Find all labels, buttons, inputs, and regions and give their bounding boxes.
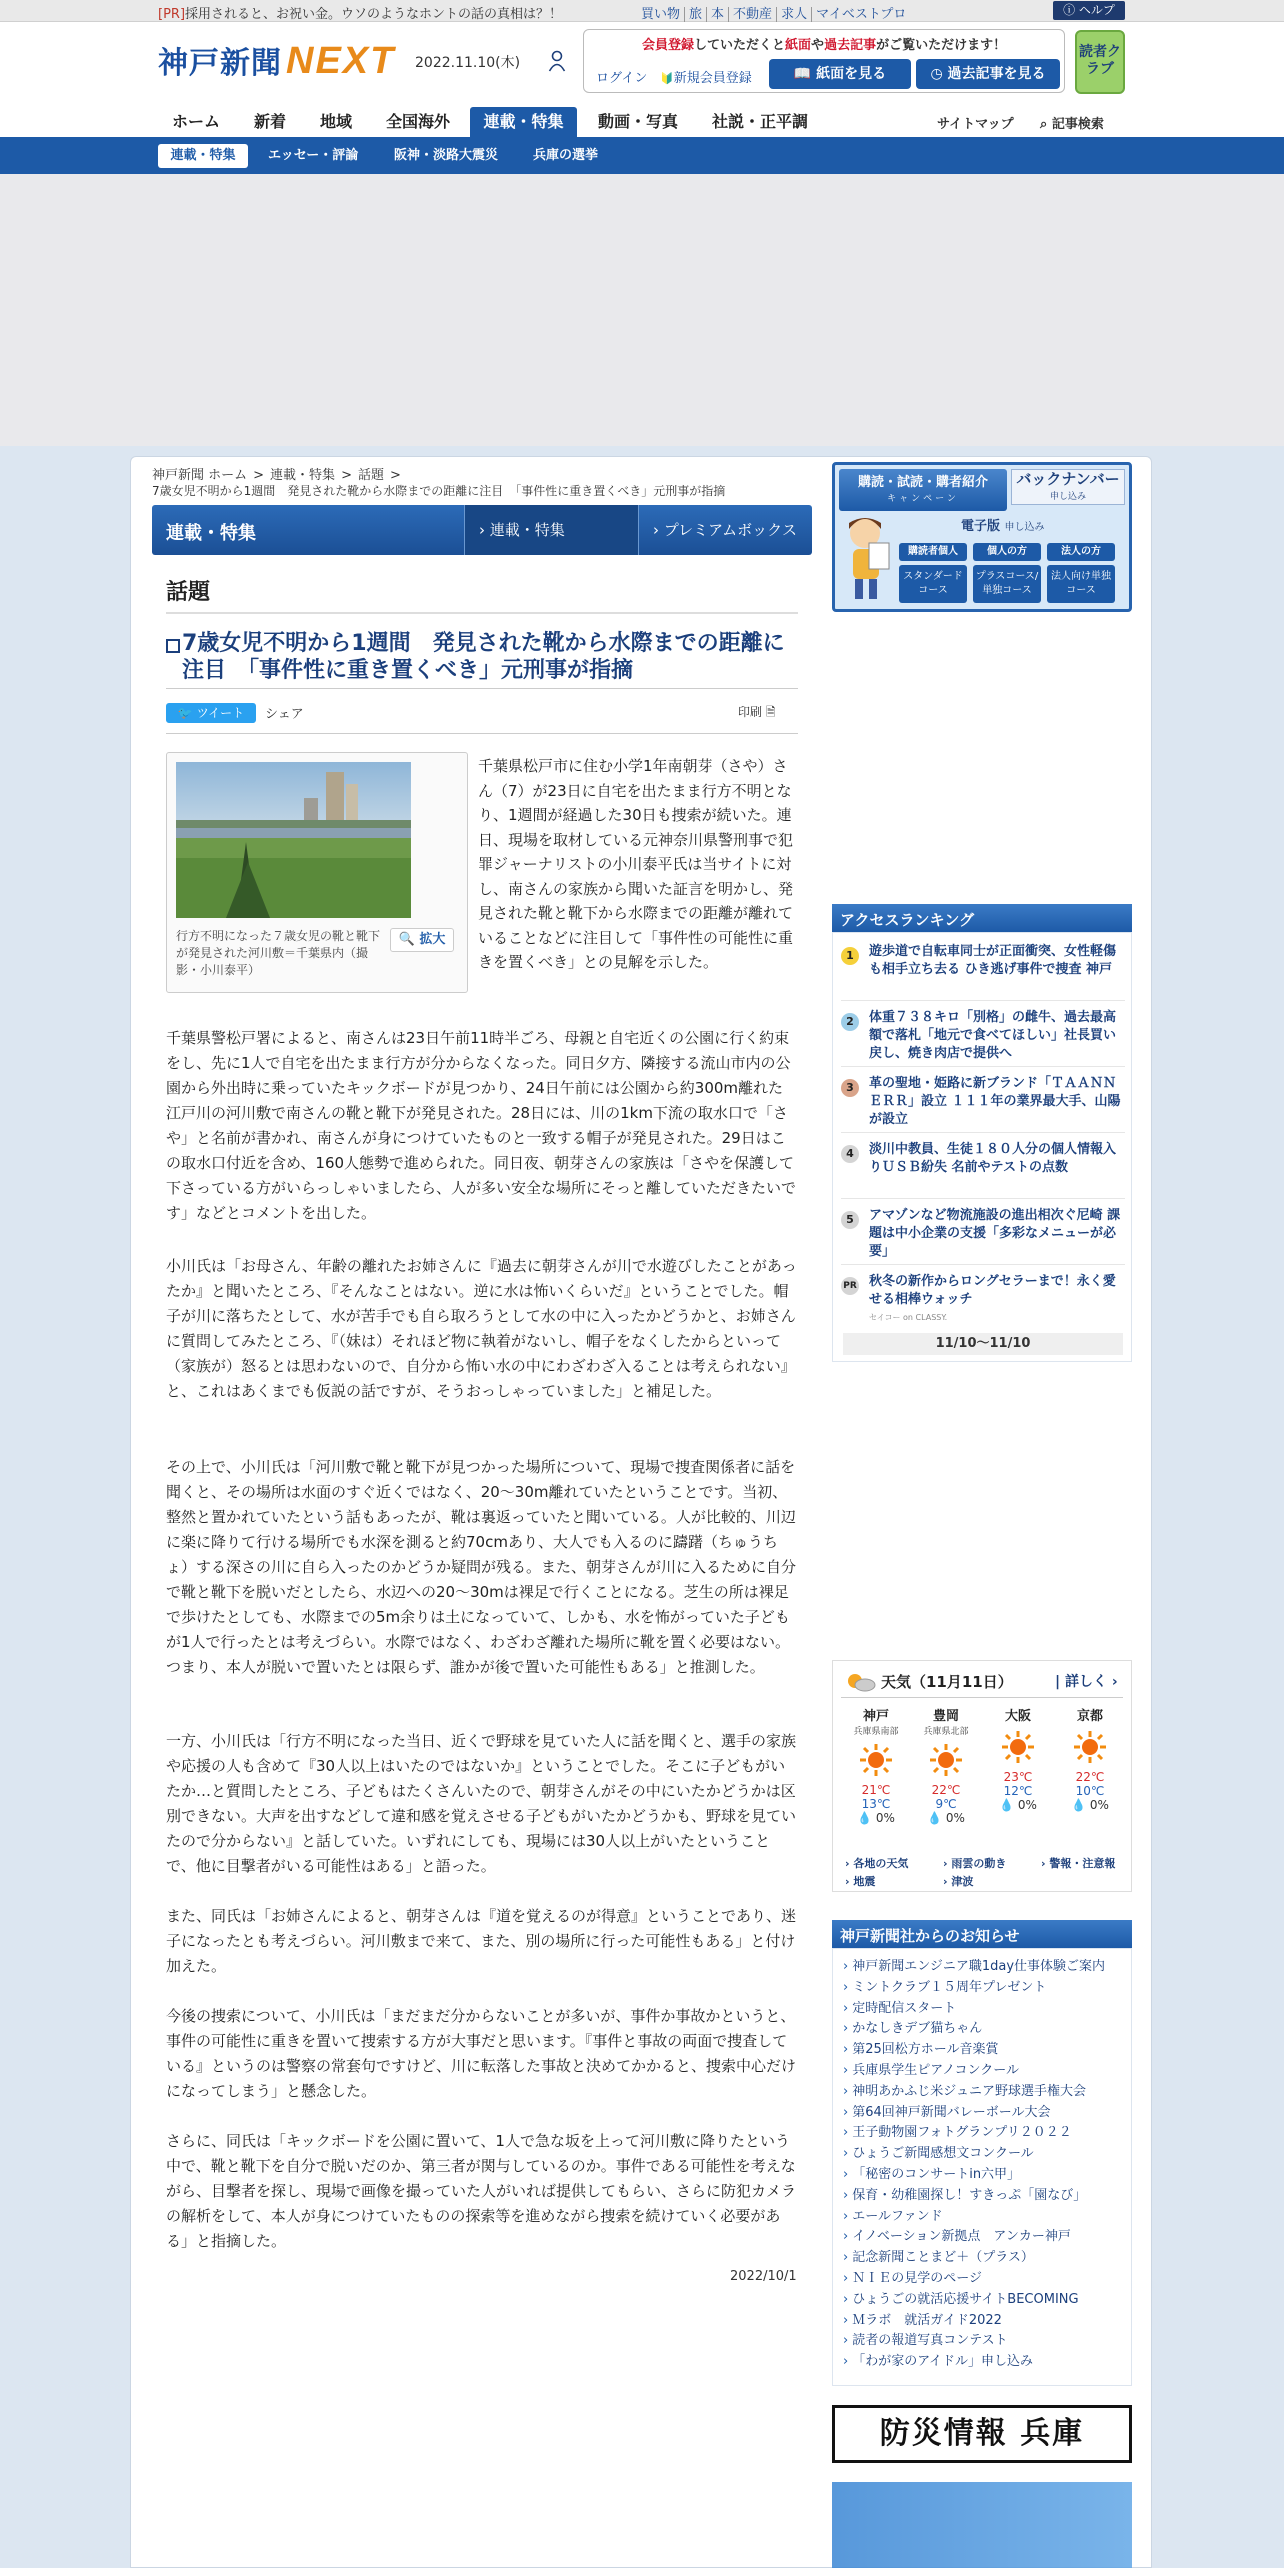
notice-item[interactable]: › ミントクラブ１５周年プレゼント — [843, 1978, 1121, 1999]
notice-item[interactable]: › かなしきデブ猫ちゃん — [843, 2019, 1121, 2040]
pr-link[interactable] — [158, 3, 562, 22]
weather-link-label: 各地の天気 — [853, 1857, 909, 1870]
divider — [841, 1697, 1123, 1698]
category-heading: 話題 — [166, 580, 211, 605]
temp-high: 23℃ — [1003, 1770, 1033, 1784]
disaster-info-banner[interactable]: 防災情報 兵庫 — [832, 2405, 1132, 2463]
main-nav — [0, 107, 1284, 137]
weather-city[interactable] — [911, 1705, 981, 1825]
weather-city[interactable] — [983, 1705, 1053, 1812]
user-icon[interactable] — [548, 50, 566, 72]
temp-high: 22℃ — [931, 1783, 961, 1797]
rain-value: 0% — [945, 1811, 965, 1825]
tweet-label: ツイート — [196, 706, 245, 720]
ranking-item[interactable] — [841, 1075, 1125, 1133]
nav-editorial[interactable]: 社説・正平調 — [712, 112, 809, 131]
notice-item[interactable]: › 保育・幼稚園探し！すきっぷ「園なび」 — [843, 2186, 1121, 2207]
sitemap-label: サイトマップ — [937, 117, 1014, 132]
twitter-icon: 🐦 — [177, 706, 193, 720]
section-tab-premium[interactable]: › プレミアムボックス — [638, 505, 812, 555]
top-link-realestate[interactable]: 不動産 — [728, 7, 776, 22]
city-name: 神戸 — [862, 1709, 889, 1724]
ranking-item[interactable] — [841, 1207, 1125, 1265]
article-lead: 千葉県松戸市に住む小学1年南朝芽（さや）さん（7）が23日に自宅を出たまま行方不明となり、1週間が経過した30日も捜索が続いた。連日、現場を取材している元神奈川県警刑事で犯罪ジャーナリストの小川泰平氏は当サイトに対し、南さんの家族から聞いた証言を明かし、発見された靴と靴下から水際までの距離が離れていることなどに注目して「事件性の可能性に重きを置くべき」との見解を示した。 — [478, 757, 794, 971]
top-link-shopping[interactable]: 買い物 — [641, 7, 681, 22]
notice-item[interactable]: › ひょうご新聞感想文コンクール — [843, 2144, 1121, 2165]
corporate-button[interactable]: 法人の方 — [1047, 543, 1115, 561]
rank-badge: 3 — [841, 1079, 859, 1097]
campaign-label: 購読・試読・購者紹介 — [857, 475, 988, 490]
logo-next: NEXT — [286, 40, 396, 82]
sunny-icon — [1073, 1730, 1107, 1764]
ranking-item[interactable] — [841, 943, 1125, 1001]
notice-item[interactable]: › 読者の報道写真コンテスト — [843, 2331, 1121, 2352]
top-links — [637, 3, 910, 22]
nav-home[interactable]: ホーム — [172, 112, 221, 131]
nav-region[interactable]: 地域 — [320, 112, 353, 131]
top-link-mybestpro[interactable]: マイベストプロ — [811, 7, 910, 22]
book-icon: 📖 — [793, 66, 812, 82]
raindrop-icon: 💧 — [999, 1798, 1015, 1812]
subscriber-personal-button[interactable]: 購読者個人 — [899, 543, 967, 561]
ranking-item-title: 淡川中教員、生徒１８０人分の個人情報入りＵＳＢ紛失 名前やテストの点数 — [869, 1142, 1117, 1175]
reader-club-button[interactable]: 読者クラブ — [1075, 30, 1125, 94]
breadcrumb-sep: > — [389, 468, 401, 483]
divider — [166, 612, 798, 614]
weather-city[interactable] — [1055, 1705, 1125, 1812]
top-link-travel[interactable]: 旅 — [684, 7, 706, 22]
ranking-item-title — [869, 1273, 1125, 1327]
ranking-date-range: 11/10～11/10 — [843, 1333, 1123, 1355]
temp-low: 12℃ — [1003, 1784, 1033, 1798]
nav-latest[interactable]: 新着 — [254, 112, 287, 131]
article-paragraph: 千葉県警松戸署によると、南さんは23日午前11時半ごろ、母親と自宅近くの公園に行く約束をし、先に1人で自宅を出たまま行方が分からなくなった。同日夕方、隣接する流山市内の公園から外出時に乗っていたキックボードが見つかり、24日午前には公園から約300m離れた江戸川の河川敷で南さんの靴と靴下が発見された。28日には、川の1km下流の取水口で「さや」と名前が書かれ、南さんが身につけていたものと一致する帽子が発見された。29日はこの取水口付近を含め、160人態勢で進められた。同日夜、朝芽さんの家族は「さやを保護して下さっている方がいらっしゃいましたら、人が多い安全な場所にそっと離していただきたいです」などとコメントを出した。 — [166, 1029, 797, 1222]
pr-tag: [PR] — [158, 7, 186, 22]
notice-item[interactable]: › Ｍラボ 就活ガイド2022 — [843, 2311, 1121, 2332]
past-articles-button[interactable] — [916, 59, 1060, 89]
notices-list — [832, 1948, 1132, 2386]
city-name: 京都 — [1076, 1709, 1103, 1724]
pr-item-text: 秋冬の新作からロングセラーまで！永く愛せる相棒ウォッチ — [869, 1274, 1116, 1307]
search-icon: ⌕ — [1040, 117, 1048, 132]
article-headline: 7歳女児不明から1週間 発見された靴から水際までの距離に注目 「事件性に重き置くべき」元刑事が指摘 — [166, 630, 798, 684]
ranking-item[interactable] — [841, 1009, 1125, 1067]
notice-item[interactable]: › ＮＩＥの見学のページ — [843, 2269, 1121, 2290]
ranking-list — [832, 932, 1132, 1362]
notice-item[interactable]: › 第25回松方ホール音楽賞 — [843, 2040, 1121, 2061]
raindrop-icon: 💧 — [927, 1811, 943, 1825]
ranking-item-pr[interactable] — [841, 1273, 1125, 1325]
rank-badge: 1 — [841, 947, 859, 965]
view-paper-button[interactable] — [769, 59, 911, 89]
article-photo[interactable] — [176, 762, 411, 918]
top-link-books[interactable]: 本 — [706, 7, 728, 22]
section-tab-series[interactable]: › 連載・特集 — [464, 505, 638, 555]
backnumber-sub: 申し込み — [1049, 492, 1086, 502]
subnav-election[interactable]: 兵庫の選挙 — [533, 148, 599, 163]
search-label: 記事検索 — [1051, 117, 1104, 132]
denshi-label: 電子版 — [961, 519, 1001, 534]
article-paragraph: 一方、小川氏は「行方不明になった当日、近くで野球を見ていた人に話を聞くと、選手の家族や応援の人も含めて『30人以上はいたのではないか』ということでした。そこに子どもがいたか…と質問したところ、子どもはたくさんいたので、朝芽さんがその中にいたかどうかは区別できない。大声を出すなどして違和感を覚えさせる子どもがいたかどうかも、野球を見ていたので分からない』と話していた。いずれにしても、現場には30人以上がいたということで、他に目撃者がいる可能性はある」と語った。 — [166, 1732, 797, 1875]
notice-item[interactable]: › 兵庫県学生ピアノコンクール — [843, 2061, 1121, 2082]
company-notices — [832, 1920, 1132, 2386]
ranking-item[interactable] — [841, 1141, 1125, 1199]
weather-link-label: 津波 — [951, 1875, 974, 1888]
notice-item[interactable]: › 「わが家のアイドル」申し込み — [843, 2352, 1121, 2373]
subnav-essay[interactable]: エッセー・評論 — [268, 148, 359, 163]
bottom-ad-banner[interactable] — [832, 2482, 1132, 2568]
ranking-title: アクセスランキング — [832, 904, 1132, 932]
sunny-icon — [929, 1743, 963, 1777]
article-paragraph: また、同氏は「お姉さんによると、朝芽さんは『道を覚えるのが得意』ということであり、迷子になったとも考えづらい。河川敷まで来て、また、別の場所に行った可能性もある」と付け加えた。 — [166, 1907, 797, 1975]
weather-link-label: 地震 — [853, 1875, 876, 1888]
article-search-link[interactable] — [1040, 113, 1104, 132]
nav-series[interactable]: 連載・特集 — [470, 107, 577, 137]
section-tab-premium-label: プレミアムボックス — [663, 521, 797, 539]
registration-box — [583, 29, 1065, 93]
weather-link-tsunami[interactable]: › 津波 — [943, 1875, 974, 1888]
signup-label: 新規会員登録 — [673, 71, 752, 86]
notice-item[interactable]: › 第64回神戸新聞バレーボール大会 — [843, 2103, 1121, 2124]
zoom-icon: 🔍 — [398, 932, 415, 947]
raindrop-icon: 💧 — [857, 1811, 873, 1825]
ranking-item-title: アマゾンなど物流施設の進出相次ぐ尼崎 課題は中小企業の支援「多彩なメニューが必要」 — [869, 1208, 1121, 1259]
print-button[interactable] — [738, 703, 776, 724]
breadcrumb-current: 7歳女児不明から1週間 発見された靴から水際までの距離に注目 「事件性に重き置くべき」元刑事が指摘 — [152, 484, 726, 498]
notice-item[interactable]: › 記念新聞ことまど＋（プラス） — [843, 2248, 1121, 2269]
city-area: 兵庫県南部 — [853, 1727, 899, 1737]
denshi-sub: 申し込み — [1004, 522, 1045, 533]
logo-text: 神戸新聞 — [158, 46, 282, 81]
weather-link-earthquake[interactable]: › 地震 — [845, 1875, 876, 1888]
publish-date: 2022/10/1 — [730, 2269, 797, 2284]
rain-value: 0% — [875, 1811, 895, 1825]
rain-chance — [983, 1798, 1053, 1812]
sitemap-link[interactable] — [937, 113, 1014, 132]
share-label: シェア — [265, 707, 304, 722]
notice-item[interactable]: › エールファンド — [843, 2207, 1121, 2228]
weather-link-radar[interactable]: › 雨雲の動き — [943, 1857, 1007, 1870]
rain-chance — [841, 1811, 911, 1825]
subnav-earthquake[interactable]: 阪神・淡路大震災 — [394, 148, 499, 163]
rank-badge: 5 — [841, 1211, 859, 1229]
print-icon: 🗎 — [765, 705, 776, 719]
nav-video[interactable]: 動画・写真 — [598, 112, 679, 131]
temp-low: 13℃ — [861, 1797, 891, 1811]
section-title: 連載・特集 — [166, 523, 256, 544]
pr-item-source: セイコー on CLASSY. — [869, 1313, 948, 1322]
access-ranking — [832, 904, 1132, 1362]
personal-button[interactable]: 個人の方 — [973, 543, 1041, 561]
breadcrumb-topic[interactable]: 話題 — [357, 468, 384, 483]
past-articles-label: 過去記事を見る — [947, 66, 1046, 82]
pr-text: 採用されると、お祝い金。ウソのようなホントの話の真相は？！ — [185, 7, 563, 22]
zoom-button[interactable] — [390, 928, 454, 952]
help-label: ヘルプ — [1078, 3, 1115, 17]
divider — [166, 688, 798, 689]
top-bar — [0, 0, 1284, 22]
article-paragraph: 今後の捜索について、小川氏は「まだまだ分からないことが多いが、事件か事故かというと、事件の可能性に重きを置いて捜索する方が大事だと思います。『事件と事故の両面で捜査している』というのは警察の常套句ですけど、川に転落した事故と決めてかかると、捜索中心だけになってしまう」と懸念した。 — [166, 2007, 797, 2100]
city-area: 兵庫県北部 — [923, 1727, 969, 1737]
reg-msg-4: や — [811, 38, 825, 53]
ranking-item-title: 体重７３８キロ「別格」の雌牛、過去最高額で落札「地元で食べてほしい」社長買い戻し、焼き肉店で提供へ — [869, 1010, 1117, 1061]
weather-link-warnings[interactable]: › 警報・注意報 — [1041, 1857, 1116, 1870]
temp-high: 22℃ — [1075, 1770, 1105, 1784]
zoom-label: 拡大 — [419, 932, 446, 947]
temp-high: 21℃ — [861, 1783, 891, 1797]
signup-link[interactable] — [660, 67, 752, 86]
header-date: 2022.11.10(木) — [415, 55, 521, 71]
subscription-banner[interactable] — [832, 462, 1132, 612]
backnumber-label: バックナンバー — [1016, 470, 1120, 488]
reg-msg-5: 過去記事 — [824, 38, 877, 53]
temp-low: 10℃ — [1075, 1784, 1105, 1798]
city-name: 大阪 — [1004, 1709, 1031, 1724]
weather-title: 天気（11月11日） — [881, 1673, 1013, 1691]
rank-badge: PR — [841, 1277, 859, 1295]
reg-msg-2: していただくと — [694, 38, 786, 53]
digital-edition-label — [961, 515, 1045, 534]
weather-widget — [832, 1660, 1132, 1892]
rain-chance — [1055, 1798, 1125, 1812]
breadcrumb-sep: > — [341, 468, 352, 483]
notice-item[interactable]: › 神明あかふじ米ジュニア野球選手権大会 — [843, 2082, 1121, 2103]
ad-space — [0, 174, 1284, 446]
temp-low: 9℃ — [935, 1797, 957, 1811]
weather-more-link[interactable]: | 詳しく › — [1055, 1674, 1118, 1690]
sub-nav — [0, 137, 1284, 174]
divider — [166, 733, 798, 734]
notice-item[interactable]: › ひょうごの就活応援サイトBECOMING — [843, 2290, 1121, 2311]
notice-item[interactable]: › 王子動物園フォトグランプリ２０２２ — [843, 2123, 1121, 2144]
photo-caption: 行方不明になった７歳女児の靴と靴下が発見された河川敷＝千葉県内（撮影・小川泰平） — [176, 929, 381, 977]
weather-link-label: 雨雲の動き — [951, 1857, 1007, 1870]
ranking-item-title: 革の聖地・姫路に新ブランド「ＴＡＡＮＮＥＲＲ」設立 １１１年の業界最大手、山陽が設立 — [869, 1076, 1121, 1127]
notices-title: 神戸新聞社からのお知らせ — [832, 1920, 1132, 1948]
ranking-item-title: 遊歩道で自転車同士が正面衝突、女性軽傷も相手立ち去る ひき逃げ事件で捜査 神戸 — [869, 944, 1117, 977]
reg-msg-3: 紙面 — [785, 38, 812, 53]
notice-item[interactable]: › 神戸新聞エンジニア職1day仕事体験ご案内 — [843, 1957, 1121, 1978]
weather-link-label: 警報・注意報 — [1049, 1857, 1116, 1870]
breadcrumb-series[interactable]: 連載・特集 — [270, 468, 336, 483]
weather-link-local[interactable]: › 各地の天気 — [845, 1857, 909, 1870]
notice-item[interactable]: › 定時配信スタート — [843, 1999, 1121, 2020]
rank-badge: 2 — [841, 1013, 859, 1031]
corporate-course-button[interactable]: 法人向け単独コース — [1047, 565, 1115, 603]
raindrop-icon: 💧 — [1071, 1798, 1087, 1812]
weather-icon — [843, 1669, 877, 1693]
section-tab-series-label: 連載・特集 — [489, 521, 565, 539]
login-link[interactable]: ログイン — [596, 71, 648, 86]
rank-badge: 4 — [841, 1145, 859, 1163]
top-link-jobs[interactable]: 求人 — [776, 7, 811, 22]
registration-message — [642, 34, 1006, 53]
city-name: 豊岡 — [932, 1709, 959, 1724]
breadcrumb-home[interactable]: 神戸新聞 ホーム — [152, 468, 248, 483]
nav-national[interactable]: 全国海外 — [386, 112, 451, 131]
reg-msg-6: がご覧いただけます！ — [876, 38, 1007, 53]
sunny-icon — [859, 1743, 893, 1777]
tweet-button[interactable] — [166, 703, 256, 723]
article-paragraph: その上で、小川氏は「河川敷で靴と靴下が見つかった場所について、現場で捜査関係者に話を聞くと、その場所は水面のすぐ近くではなく、20～30m離れていたということです。当初、整然と置かれていたという話もあったが、靴は裏返っていたと聞いている。人が比較的、川辺に楽に降りて行ける場所でも水深を測ると約70cmあり、大人でも入るのに躊躇（ちゅうちょ）する深さの川に自ら入ったのかどうか疑問が残る。また、朝芽さんが川に入るために自分で靴と靴下を脱いだとしたら、水辺への20～30mは裸足で行くことになる。芝生の所は裸足で歩けたとしても、水際までの5m余りは土になっていて、しかも、水を怖がっていた子どもが1人で行ったとは考えづらい。水際ではなく、わざわざ離れた場所に靴を置く必要はない。つまり、本人が脱いで置いたとは限らず、誰かが後で置いた可能性もある」と推測した。 — [166, 1458, 797, 1676]
help-button[interactable] — [1053, 1, 1125, 20]
breadcrumb — [152, 464, 407, 483]
view-paper-label: 紙面を見る — [816, 66, 887, 82]
section-bar — [152, 505, 812, 555]
rain-value: 0% — [1089, 1798, 1109, 1812]
rain-chance — [911, 1811, 981, 1825]
site-logo[interactable] — [158, 38, 395, 83]
sunny-icon — [1001, 1730, 1035, 1764]
campaign-ribbon[interactable] — [839, 469, 1007, 511]
subnav-series[interactable]: 連載・特集 — [158, 144, 248, 168]
mascot-illustration — [839, 513, 895, 605]
weather-more-label: 詳しく — [1065, 1674, 1107, 1690]
notice-item[interactable]: › 「秘密のコンサートin六甲」 — [843, 2165, 1121, 2186]
weather-city[interactable] — [841, 1705, 911, 1825]
rain-value: 0% — [1017, 1798, 1037, 1812]
help-icon: ⓘ — [1063, 3, 1076, 17]
article-paragraph: 小川氏は「お母さん、年齢の離れたお姉さんに『過去に朝芽さんが川で水遊びしたことがあったか』と聞いたところ、『そんなことはない。逆に水は怖いくらいだ』ということでした。帽子が川に落ちたとして、水が苦手でも自ら取ろうとして水の中に入ったかどうかと、お姉さんに質問してみたところ、『（妹は）それほど物に執着がないし、帽子をなくしたからといって（家族が）怒るとは思わないので、自分から怖い水の中にわざわざ入ることは考えられない』と、これはあくまでも仮説の話ですが、そうおっしゃっていました」と補足した。 — [166, 1257, 797, 1400]
campaign-sub: キャンペーン — [887, 494, 959, 504]
notice-item[interactable]: › イノベーション新拠点 アンカー神戸 — [843, 2227, 1121, 2248]
reg-msg-1: 会員登録 — [642, 38, 695, 53]
print-label: 印刷 — [738, 705, 763, 719]
plus-course-button[interactable]: プラスコース/単独コース — [973, 565, 1041, 603]
article-paragraph: さらに、同氏は「キックボードを公園に置いて、1人で急な坂を上って河川敷に降りたという中で、靴と靴下を自分で脱いだのか、第三者が関与しているのか。事件である可能性を考えながら、目撃者を探し、現場で画像を撮っていた人がいれば提供してもらい、さらに防犯カメラの解析をして、本人が身につけていたものの探索等を進めながら捜索を続けていく必要がある」と指摘した。 — [166, 2132, 797, 2250]
backnumber-button[interactable] — [1011, 469, 1125, 505]
breadcrumb-sep: > — [253, 468, 265, 483]
clock-icon: ◷ — [930, 66, 943, 82]
standard-course-button[interactable]: スタンダードコース — [899, 565, 967, 603]
